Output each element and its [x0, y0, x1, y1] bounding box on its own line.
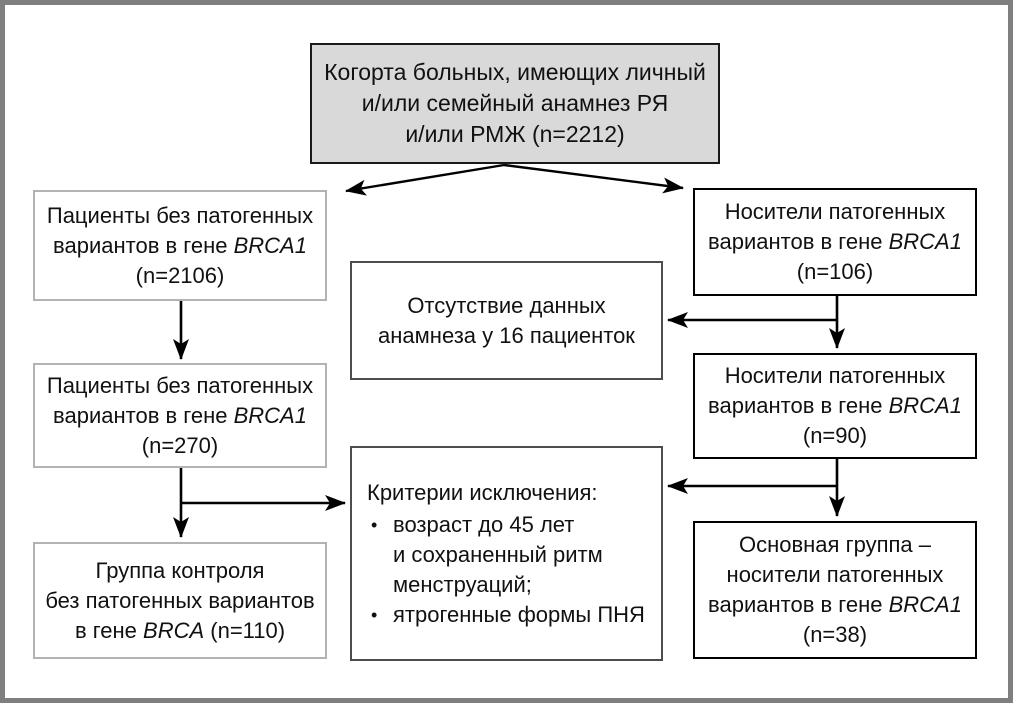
bullet-icon: • [371, 604, 378, 625]
left2-line3: (n=270) [141, 432, 219, 458]
gene-name: BRCA1 [888, 393, 962, 418]
box-left1-text [47, 201, 313, 291]
box-carriers-90 [693, 353, 977, 459]
main-group-line3: вариантов в гене [708, 592, 889, 617]
right1-line3: (n=106) [796, 259, 874, 284]
box-patients-no-variants-2106 [33, 190, 327, 301]
box-main-group-text [708, 530, 962, 650]
box-control-text [45, 556, 314, 646]
main-group-line1: Основная группа – [738, 532, 931, 557]
bullet1-line3: менструаций; [393, 571, 532, 597]
missing-line1: Отсутствие данных [407, 292, 606, 318]
box-cohort [310, 43, 720, 164]
main-group-line2: носители патогенных [726, 562, 944, 587]
left2-line1: Пациенты без патогенных [46, 372, 314, 398]
exclusion-bullet-1-text [393, 510, 649, 600]
right1-line1: Носители патогенных [724, 199, 946, 224]
bullet1-line1: возраст до 45 лет [393, 511, 575, 537]
exclusion-title: Критерии исключения: [367, 479, 598, 505]
box-exclusion-text [352, 478, 661, 630]
right2-line3: (n=90) [802, 423, 868, 448]
left1-line3: (n=2106) [135, 262, 225, 288]
cohort-line3: и/или РМЖ (n=2212) [405, 121, 625, 147]
right2-line2: вариантов в гене [708, 393, 889, 418]
box-missing-data [350, 261, 663, 380]
exclusion-bullet-2 [367, 600, 649, 630]
arrow-cohort-to-right1 [504, 165, 683, 188]
control-line1: Группа контроля [95, 557, 265, 583]
box-exclusion-criteria [350, 446, 663, 661]
gene-name: BRCA1 [233, 402, 307, 428]
gene-name: BRCA [143, 617, 205, 643]
control-line2: без патогенных вариантов [45, 587, 315, 613]
left1-line2: вариантов в гене [53, 232, 234, 258]
box-control-group [33, 542, 327, 659]
control-line3-post: (n=110) [204, 617, 286, 643]
box-left2-text [47, 371, 313, 461]
box-right2-text [708, 361, 962, 451]
control-line3-pre: в гене [74, 617, 144, 643]
main-group-line4: (n=38) [802, 622, 868, 647]
gene-name: BRCA1 [233, 232, 307, 258]
missing-line2: анамнеза у 16 пациенток [378, 322, 635, 348]
box-cohort-text [324, 57, 706, 150]
bullet1-line2: и сохраненный ритм [393, 541, 603, 567]
exclusion-bullet-1 [367, 510, 649, 600]
arrow-cohort-to-left1 [346, 165, 504, 191]
box-patients-no-variants-270 [33, 363, 327, 468]
left1-line1: Пациенты без патогенных [46, 202, 314, 228]
exclusion-bullet-2-text: ятрогенные формы ПНЯ [393, 601, 645, 627]
box-missing-text [378, 291, 635, 351]
cohort-line1: Когорта больных, имеющих личный [324, 59, 706, 85]
box-right1-text [708, 197, 962, 287]
cohort-line2: и/или семейный анамнез РЯ [361, 90, 669, 116]
bullet-icon: • [371, 514, 378, 535]
right2-line1: Носители патогенных [724, 363, 946, 388]
box-carriers-106 [693, 188, 977, 296]
left2-line2: вариантов в гене [53, 402, 234, 428]
gene-name: BRCA1 [888, 592, 962, 617]
right1-line2: вариантов в гене [708, 229, 889, 254]
gene-name: BRCA1 [888, 229, 962, 254]
box-main-group [693, 521, 977, 659]
